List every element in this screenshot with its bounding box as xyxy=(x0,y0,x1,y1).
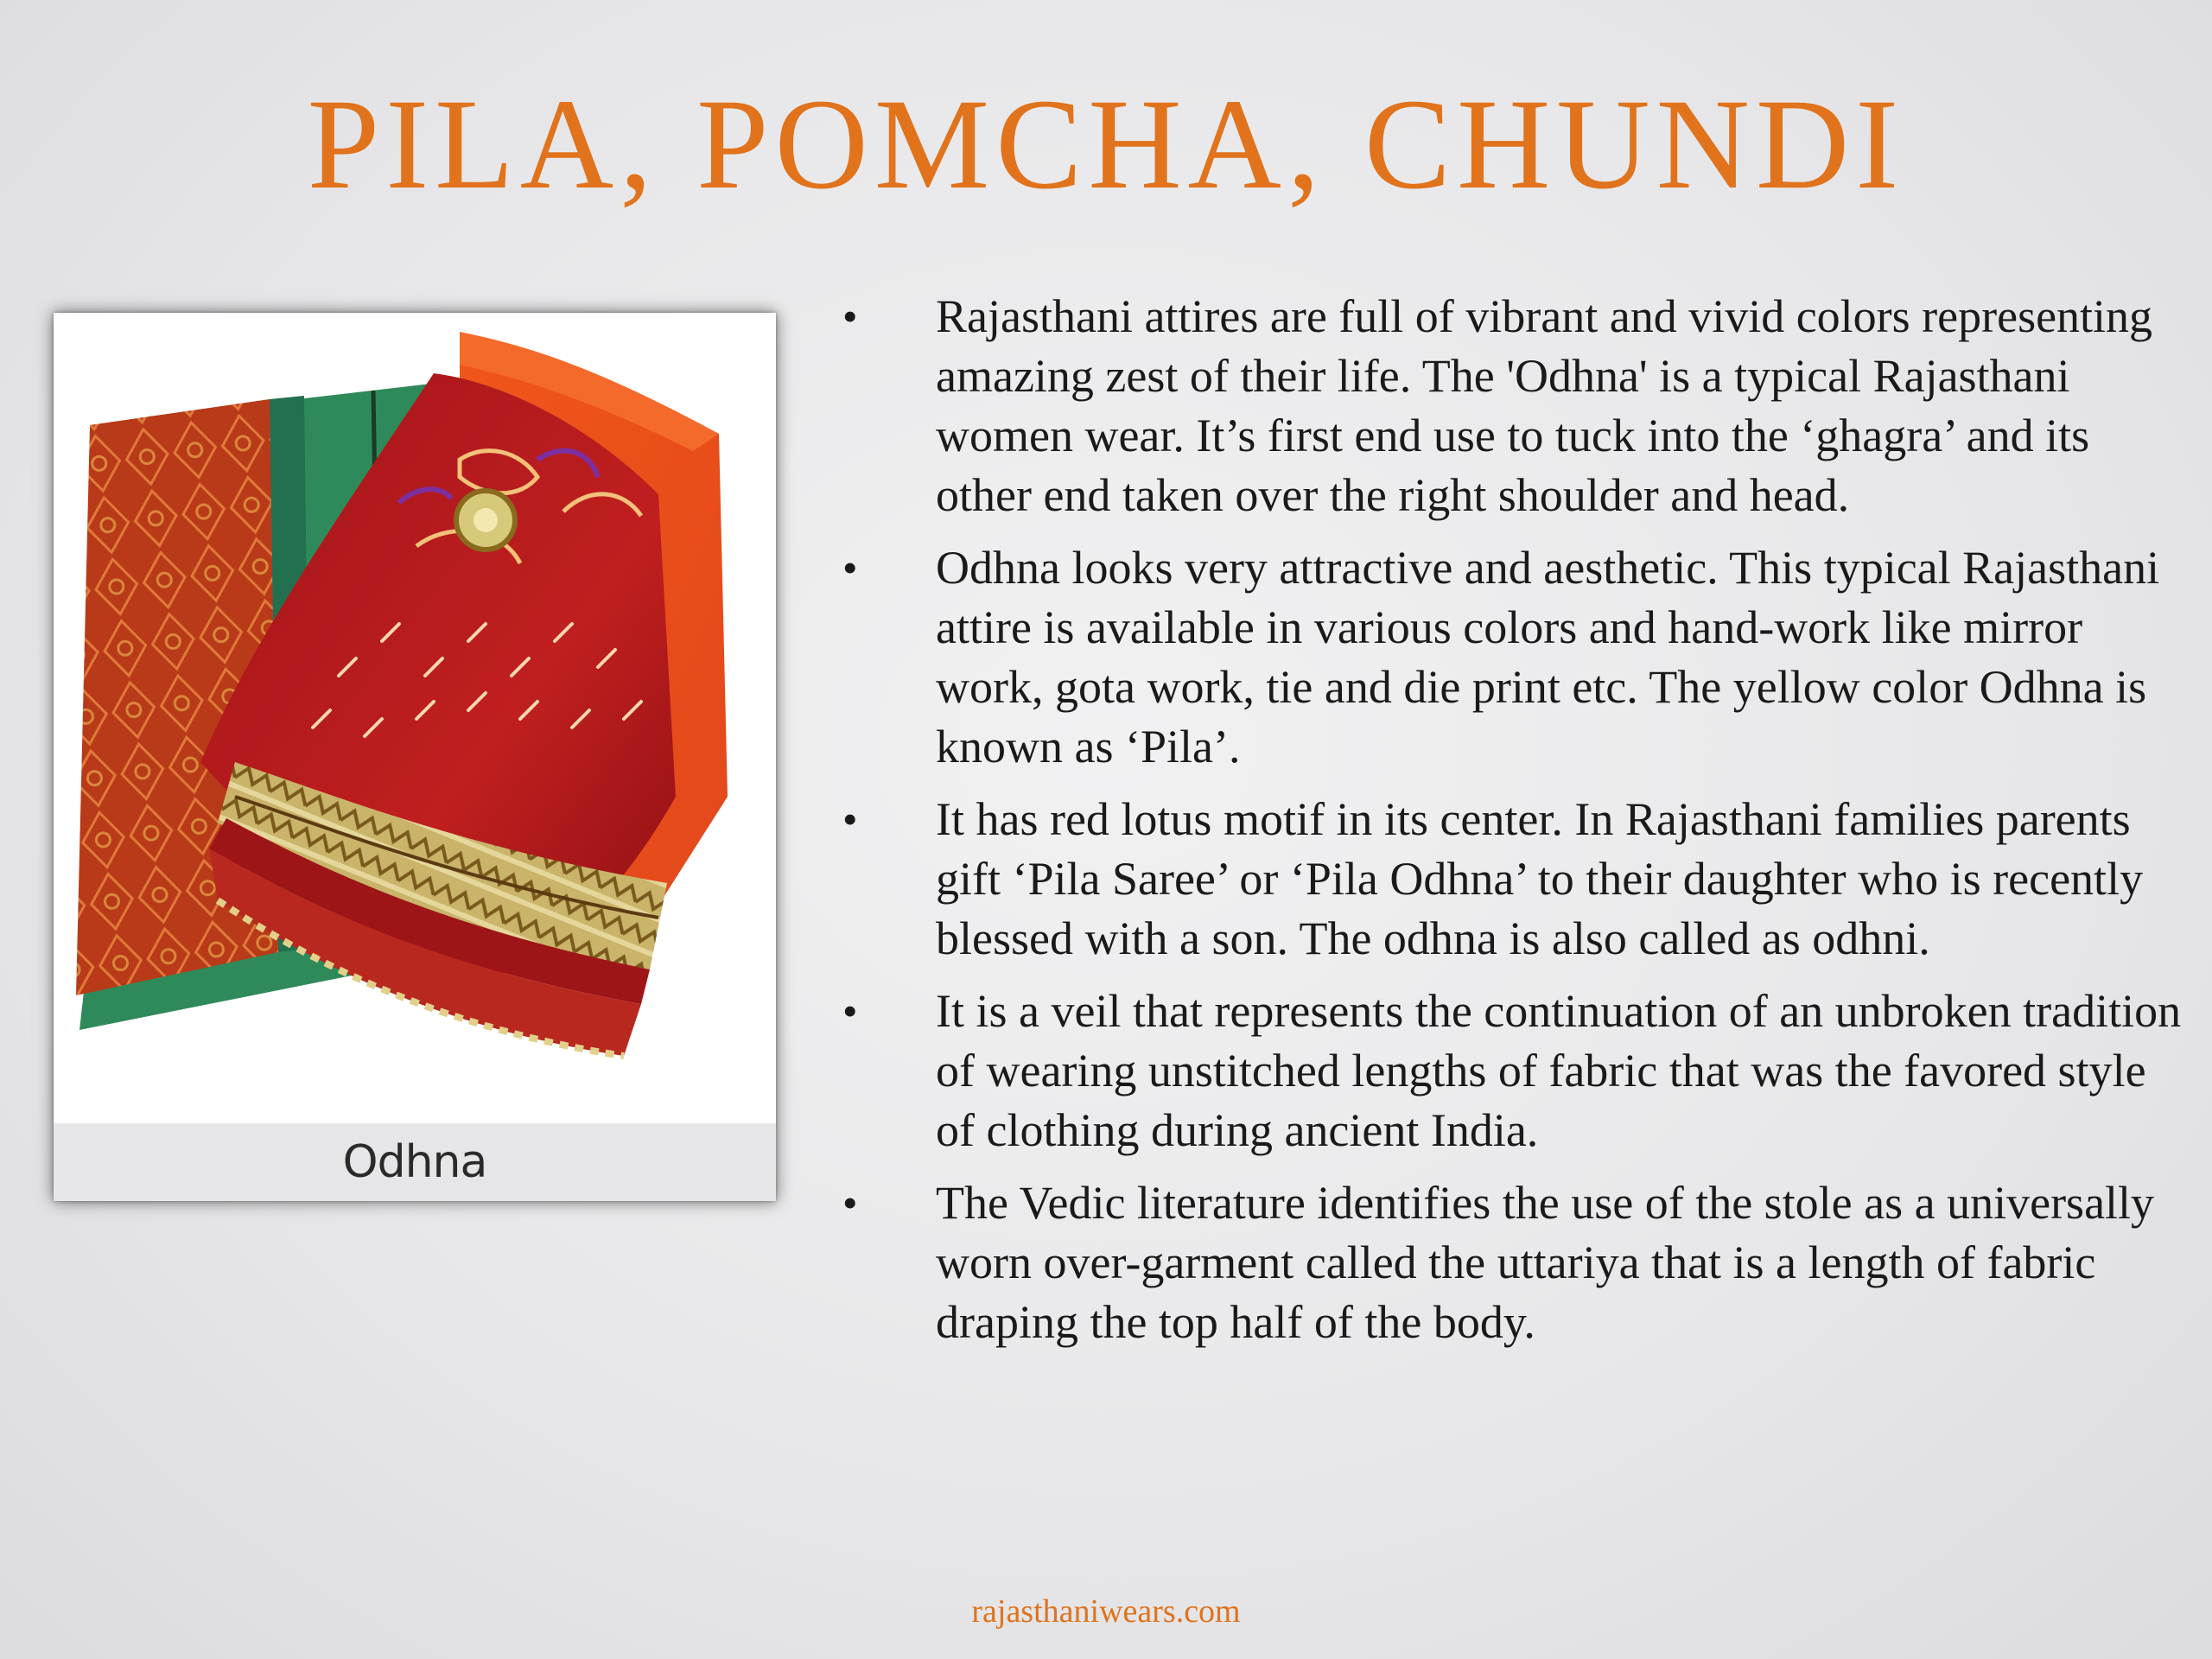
bullet-marker: • xyxy=(842,543,858,592)
bullet-text: Odhna looks very attractive and aesthetic. This typical Rajasthani attire is available in various colors and hand-work like mirror work, gota work, tie and die print etc. The yellow color Odhna is known as ‘Pila’. xyxy=(936,542,2160,772)
footer-website-link[interactable]: rajasthaniwears.com xyxy=(971,1593,1241,1630)
bullet-item xyxy=(842,287,2190,525)
bullet-marker: • xyxy=(842,795,858,843)
bullet-text: It is a veil that represents the continuation of an unbroken tradition of wearing unstitched lengths of fabric that was the favored style of clothing during ancient India. xyxy=(936,985,2182,1156)
bullet-list xyxy=(842,287,2190,1365)
bullet-item xyxy=(842,790,2190,969)
odhna-fabric-image xyxy=(54,313,776,1123)
bullet-item xyxy=(842,982,2190,1160)
bullet-marker: • xyxy=(842,292,858,340)
bullet-text: It has red lotus motif in its center. In Rajasthani families parents gift ‘Pila Saree’ or ‘Pila Odhna’ to their daughter who is recently blessed with a son. The odhna is also called as odhni. xyxy=(936,793,2144,964)
bullet-marker: • xyxy=(842,987,858,1035)
bullet-marker: • xyxy=(842,1179,858,1227)
bullet-text: Rajasthani attires are full of vibrant and vivid colors representing amazing zest of their life. The 'Odhna' is a typical Rajasthani women wear. It’s first end use to tuck into the ‘ghagra’ and its other end taken over the right shoulder and head. xyxy=(936,290,2153,521)
bullet-item xyxy=(842,538,2190,777)
slide-title: PILA, POMCHA, CHUNDI xyxy=(307,73,1905,216)
bullet-text: The Vedic literature identifies the use of the stole as a universally worn over-garment called the uttariya that is a length of fabric draping the top half of the body. xyxy=(936,1177,2155,1348)
image-caption: Odhna xyxy=(54,1123,776,1201)
odhna-photo-frame xyxy=(54,313,776,1201)
bullet-item xyxy=(842,1173,2190,1352)
